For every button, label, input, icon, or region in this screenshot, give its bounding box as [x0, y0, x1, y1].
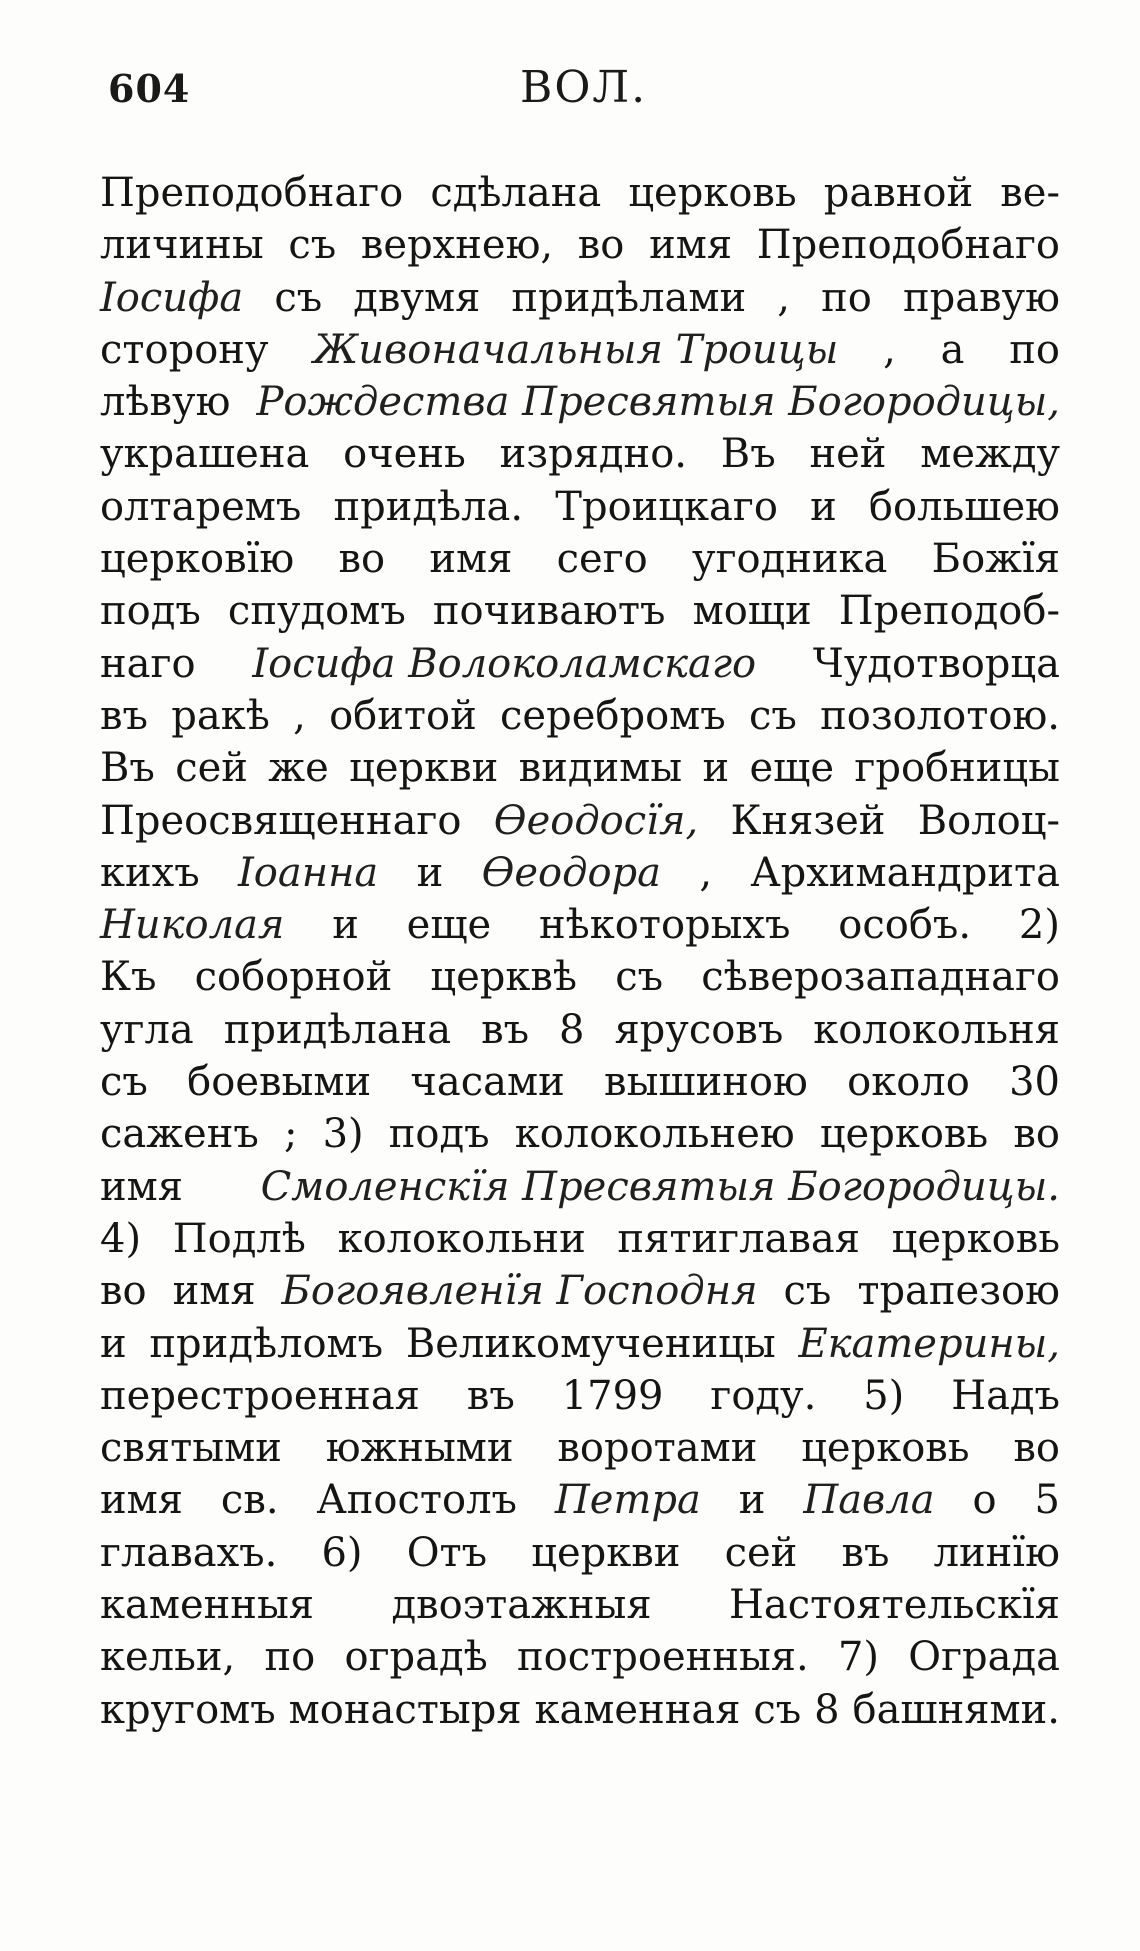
word: нѣкоторыхъ	[538, 902, 791, 949]
text-line	[100, 1477, 1060, 1529]
word: съ	[274, 274, 323, 321]
body-text	[100, 170, 1060, 1739]
word: Настоятельскїя	[728, 1582, 1060, 1629]
word: во	[100, 1268, 147, 1315]
word: между	[920, 431, 1060, 478]
word: во	[577, 222, 625, 269]
word: боевыми	[187, 1059, 372, 1106]
word: имя	[649, 222, 733, 269]
word: пятиглавая	[617, 1215, 860, 1262]
word: св.	[220, 1477, 279, 1524]
running-head: ВОЛ.	[520, 62, 648, 113]
word: съ	[783, 1268, 832, 1315]
text-line	[100, 954, 1060, 1006]
word: каменная	[534, 1686, 741, 1733]
word: Преподобнаго	[756, 222, 1060, 269]
word: сей	[724, 1529, 798, 1576]
text-line	[100, 693, 1060, 745]
word: имя	[172, 1268, 256, 1315]
page-number: 604	[108, 66, 191, 111]
word: съ	[288, 222, 337, 269]
word: 4)	[100, 1215, 142, 1262]
italic-word: Смоленскїя Пресвятыя Богородицы.	[260, 1163, 1060, 1210]
word: угла	[100, 1006, 194, 1053]
word: оградѣ	[344, 1634, 488, 1681]
word: Преподобнаго	[100, 170, 404, 216]
word: спудомъ	[227, 588, 406, 635]
word: Божїя	[931, 536, 1060, 583]
word: ракѣ	[171, 692, 270, 739]
word: 8	[814, 1686, 840, 1733]
word: 6)	[321, 1529, 363, 1576]
word: церковь	[819, 1111, 989, 1158]
text-line	[100, 850, 1060, 902]
word: кругомъ	[100, 1686, 276, 1733]
italic-word: Іосифа	[100, 274, 244, 321]
word: во	[1013, 1111, 1060, 1158]
text-line	[100, 1321, 1060, 1373]
word: ,	[293, 692, 306, 739]
word: личины	[100, 222, 264, 269]
word: Къ	[100, 954, 157, 1001]
word: еще	[406, 902, 492, 949]
word: почиваютъ	[432, 588, 666, 635]
italic-word: Рождества Пресвятыя Богородицы,	[256, 379, 1060, 426]
italic-word: Николая	[100, 902, 285, 949]
text-line	[100, 222, 1060, 274]
word: по	[264, 1634, 316, 1681]
text-line	[100, 1582, 1060, 1634]
word: каменныя	[100, 1582, 315, 1629]
word: церковь	[801, 1425, 970, 1472]
text-line	[100, 588, 1060, 640]
word: съ	[615, 954, 664, 1001]
text-line	[100, 536, 1060, 588]
word: придѣлами	[511, 274, 747, 321]
text-line	[100, 1268, 1060, 1320]
word: 2)	[1018, 902, 1060, 949]
word: и	[702, 745, 730, 792]
word: Отъ	[406, 1529, 488, 1576]
word: имя	[429, 536, 513, 583]
word: церквѣ	[430, 954, 578, 1001]
word: Троицкаго	[555, 483, 778, 530]
word: гробницы	[854, 745, 1060, 792]
word: церковь	[891, 1215, 1060, 1262]
word: часами	[410, 1059, 565, 1106]
word: кельи,	[100, 1634, 236, 1681]
word: олтаремъ	[100, 483, 302, 530]
word: по	[821, 274, 872, 321]
word: сторону	[100, 326, 269, 373]
text-line	[100, 431, 1060, 483]
word: 3)	[322, 1111, 364, 1158]
word: Въ	[720, 431, 776, 478]
word: очень	[343, 431, 466, 478]
word: церковь	[628, 170, 797, 216]
text-line	[100, 170, 1060, 222]
word: въ	[481, 1006, 530, 1053]
word: верхнею,	[360, 222, 554, 269]
word: 7)	[837, 1634, 880, 1681]
word: саженъ	[100, 1111, 259, 1158]
text-line	[100, 1425, 1060, 1477]
word: Апостолъ	[316, 1477, 517, 1524]
italic-word: Павла	[803, 1477, 935, 1524]
word: линїю	[933, 1529, 1060, 1576]
word: соборной	[194, 954, 393, 1001]
text-line	[100, 745, 1060, 797]
word: ярусовъ	[614, 1006, 784, 1053]
word: и	[332, 902, 359, 949]
word: въ	[841, 1529, 890, 1576]
word: правую	[902, 274, 1060, 321]
word: 5	[1034, 1477, 1060, 1524]
word: ,	[699, 849, 713, 896]
word: двоэтажныя	[391, 1582, 652, 1629]
text-line	[100, 1687, 1060, 1739]
word: въ	[466, 1372, 515, 1419]
word: 8	[559, 1006, 585, 1053]
word: Князей	[730, 797, 886, 844]
word: еще	[749, 745, 835, 792]
word: о	[972, 1477, 997, 1524]
word: и	[416, 849, 444, 896]
word: придѣломъ	[149, 1320, 384, 1367]
word: большею	[868, 483, 1060, 530]
italic-word: Богоявленїя Господня	[281, 1268, 758, 1315]
text-line	[100, 798, 1060, 850]
word: ;	[283, 1111, 298, 1158]
word: угодника	[692, 536, 888, 583]
word: серебромъ	[500, 692, 726, 739]
text-line	[100, 1111, 1060, 1163]
text-line	[100, 1164, 1060, 1216]
word: воротами	[557, 1425, 758, 1472]
word: подъ	[388, 1111, 490, 1158]
word: Архимандрита	[750, 849, 1060, 896]
word: Въ	[100, 745, 155, 792]
text-line	[100, 1216, 1060, 1268]
word: башнями.	[852, 1686, 1060, 1733]
word: году.	[710, 1372, 817, 1419]
word: Подлѣ	[172, 1215, 306, 1262]
word: мощи	[692, 588, 812, 635]
word: съ	[748, 692, 797, 739]
word: а	[940, 326, 965, 373]
word: во	[338, 536, 386, 583]
text-line	[100, 902, 1060, 954]
italic-word: Петра	[554, 1477, 701, 1524]
text-line	[100, 1373, 1060, 1425]
word: колокольни	[337, 1215, 586, 1262]
word: построенныя.	[516, 1634, 809, 1681]
word: съ	[753, 1686, 802, 1733]
word: и	[738, 1477, 766, 1524]
word: ,	[883, 326, 896, 373]
word: южными	[325, 1425, 514, 1472]
word: Преосвященнаго	[100, 797, 462, 844]
word: святыми	[100, 1425, 282, 1472]
text-line	[100, 484, 1060, 536]
word: и	[810, 483, 837, 530]
word: видимы	[518, 745, 683, 792]
word: равной	[823, 170, 974, 216]
italic-word: Живоначальныя Троицы	[313, 326, 839, 373]
text-line	[100, 1530, 1060, 1582]
word: перестроенная	[100, 1372, 420, 1419]
word: ве-	[1000, 170, 1060, 216]
word: Волоц-	[917, 797, 1060, 844]
italic-word: Іоанна	[237, 849, 379, 896]
italic-word: Ѳеодосїя,	[493, 797, 699, 844]
word: позолотою.	[820, 692, 1060, 739]
word: же	[268, 745, 329, 792]
word: ,	[777, 274, 790, 321]
text-line	[100, 1634, 1060, 1686]
word: около	[847, 1059, 970, 1106]
word: сѣверозападнаго	[701, 954, 1060, 1001]
word: наго	[100, 640, 196, 687]
word: особъ.	[838, 902, 972, 949]
text-line	[100, 379, 1060, 431]
word: ней	[809, 431, 887, 478]
word: Преподоб-	[838, 588, 1060, 635]
word: сдѣлана	[430, 170, 602, 216]
text-line	[100, 1007, 1060, 1059]
word: Великомученицы	[405, 1320, 776, 1367]
text-line	[100, 275, 1060, 327]
italic-word: Ѳеодора	[481, 849, 661, 896]
word: въ	[100, 692, 148, 739]
word: главахъ.	[100, 1529, 278, 1576]
word: съ	[100, 1059, 148, 1106]
word: обитой	[329, 692, 477, 739]
word: придѣлана	[223, 1006, 452, 1053]
word: имя	[100, 1477, 184, 1524]
word: кихъ	[100, 849, 200, 896]
word: сего	[556, 536, 648, 583]
word: вышиною	[604, 1059, 808, 1106]
word: по	[1009, 326, 1060, 373]
word: колокольня	[813, 1006, 1060, 1053]
word: изрядно.	[499, 431, 687, 478]
word: 1799	[561, 1372, 664, 1419]
word: двумя	[353, 274, 481, 321]
word: лѣвую	[100, 379, 231, 426]
word: Чудотворца	[812, 640, 1060, 687]
word: Ограда	[908, 1634, 1060, 1681]
text-line	[100, 327, 1060, 379]
word: 5)	[863, 1372, 905, 1419]
word: украшена	[100, 431, 310, 478]
word: монастыря	[288, 1686, 522, 1733]
word: имя	[100, 1163, 184, 1210]
word: сей	[175, 745, 248, 792]
italic-word: Іосифа Волоколамскаго	[252, 640, 757, 687]
word: во	[1013, 1425, 1060, 1472]
word: церковїю	[100, 536, 295, 583]
word: церкви	[531, 1529, 681, 1576]
word: колокольнею	[514, 1111, 795, 1158]
word: Надъ	[951, 1372, 1060, 1419]
text-line	[100, 1059, 1060, 1111]
text-line	[100, 641, 1060, 693]
italic-word: Екатерины,	[798, 1320, 1060, 1367]
word: подъ	[100, 588, 201, 635]
word: придѣла.	[333, 483, 524, 530]
word: трапезою	[857, 1268, 1060, 1315]
word: и	[100, 1320, 127, 1367]
word: церкви	[349, 745, 499, 792]
word: 30	[1009, 1059, 1060, 1106]
